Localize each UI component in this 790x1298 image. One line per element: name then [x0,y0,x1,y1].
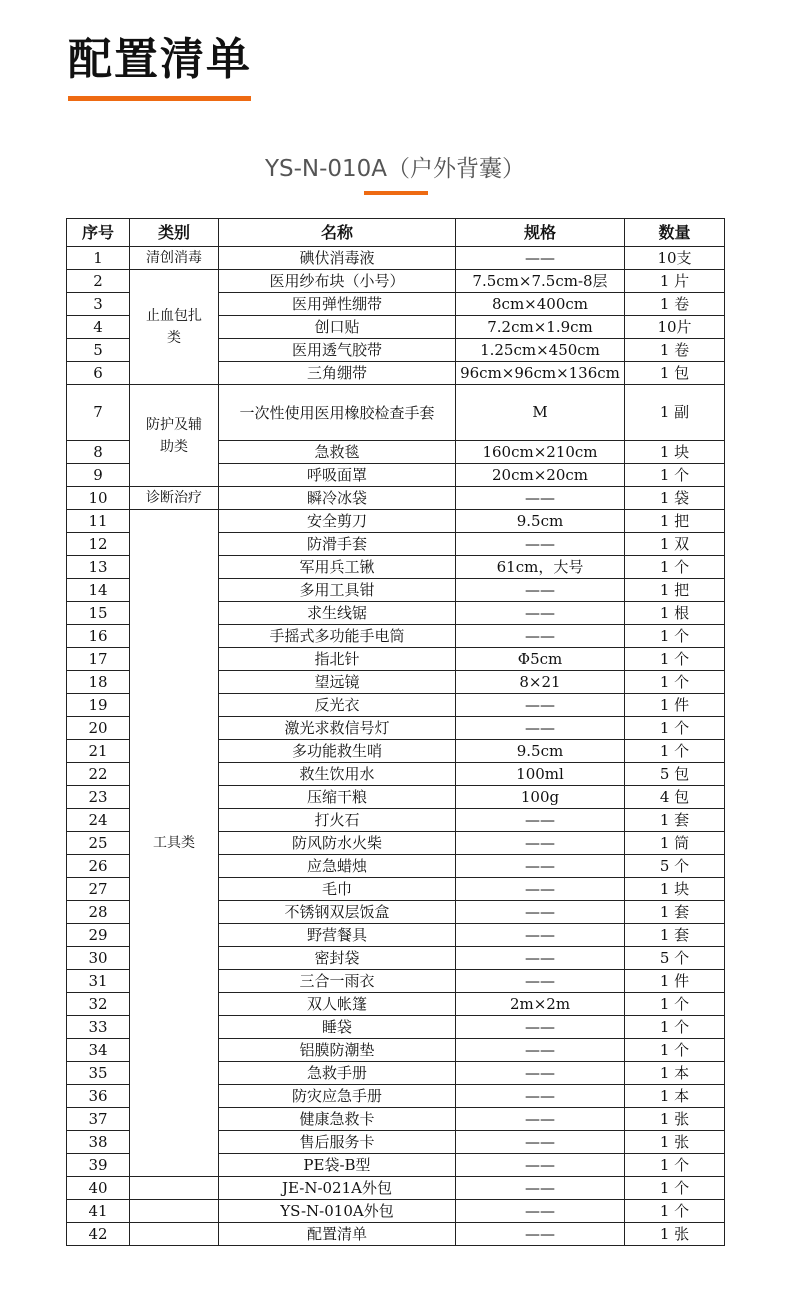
item-name: 创口贴 [219,316,456,339]
row-number: 7 [67,385,130,441]
item-name: 应急蜡烛 [219,855,456,878]
item-spec: —— [456,970,625,993]
row-number: 19 [67,694,130,717]
item-name: 安全剪刀 [219,510,456,533]
item-spec: —— [456,533,625,556]
item-spec: 7.2cm×1.9cm [456,316,625,339]
row-number: 31 [67,970,130,993]
table-row [67,1177,725,1200]
item-spec: —— [456,1131,625,1154]
category-cell [130,487,219,510]
category-cell [130,1223,219,1246]
category-cell [130,1200,219,1223]
item-name: 医用弹性绷带 [219,293,456,316]
row-number: 17 [67,648,130,671]
category-cell [130,247,219,270]
item-spec: —— [456,1154,625,1177]
item-spec: —— [456,717,625,740]
item-spec: 96cm×96cm×136cm [456,362,625,385]
table-row [67,1223,725,1246]
row-number: 8 [67,441,130,464]
item-quantity: 1 袋 [625,487,725,510]
category-label: 清创消毒 [146,250,202,266]
item-name: 军用兵工锹 [219,556,456,579]
item-quantity: 1 个 [625,625,725,648]
row-number: 26 [67,855,130,878]
header-category: 类别 [130,219,219,247]
item-quantity: 1 件 [625,970,725,993]
item-spec: —— [456,924,625,947]
item-quantity: 1 筒 [625,832,725,855]
item-spec: 61cm，大号 [456,556,625,579]
item-spec: —— [456,1085,625,1108]
subtitle-underline [364,191,428,195]
item-name: 碘伏消毒液 [219,247,456,270]
item-name: 密封袋 [219,947,456,970]
item-quantity: 1 个 [625,556,725,579]
item-spec: —— [456,832,625,855]
item-name: 防风防水火柴 [219,832,456,855]
item-quantity: 5 包 [625,763,725,786]
row-number: 18 [67,671,130,694]
item-spec: —— [456,1200,625,1223]
item-name: 睡袋 [219,1016,456,1039]
item-spec: —— [456,947,625,970]
item-quantity: 1 双 [625,533,725,556]
item-name: 压缩干粮 [219,786,456,809]
item-quantity: 5 个 [625,947,725,970]
item-spec: —— [456,602,625,625]
item-spec: —— [456,625,625,648]
item-quantity: 1 把 [625,510,725,533]
header-quantity: 数量 [625,219,725,247]
table-row [67,247,725,270]
row-number: 29 [67,924,130,947]
item-name: 指北针 [219,648,456,671]
row-number: 28 [67,901,130,924]
item-quantity: 1 个 [625,717,725,740]
item-spec: 20cm×20cm [456,464,625,487]
item-quantity: 1 个 [625,993,725,1016]
item-name: 瞬冷冰袋 [219,487,456,510]
row-number: 42 [67,1223,130,1246]
item-quantity: 1 把 [625,579,725,602]
item-name: 防灾应急手册 [219,1085,456,1108]
item-spec: —— [456,487,625,510]
row-number: 21 [67,740,130,763]
row-number: 11 [67,510,130,533]
item-name: 手摇式多功能手电筒 [219,625,456,648]
item-spec: Φ5cm [456,648,625,671]
row-number: 5 [67,339,130,362]
row-number: 10 [67,487,130,510]
item-name: 野营餐具 [219,924,456,947]
config-table [66,218,725,1246]
item-quantity: 1 卷 [625,339,725,362]
item-quantity: 10片 [625,316,725,339]
row-number: 2 [67,270,130,293]
item-spec: —— [456,1177,625,1200]
category-cell [130,385,219,487]
item-spec: —— [456,1062,625,1085]
row-number: 34 [67,1039,130,1062]
title-underline [68,96,251,101]
item-spec: —— [456,247,625,270]
row-number: 23 [67,786,130,809]
category-cell [130,270,219,385]
item-name: 一次性使用医用橡胶检查手套 [219,385,456,441]
item-quantity: 1 套 [625,924,725,947]
category-cell [130,510,219,1177]
item-quantity: 1 件 [625,694,725,717]
item-quantity: 1 卷 [625,293,725,316]
item-quantity: 1 个 [625,1177,725,1200]
item-spec: 100g [456,786,625,809]
item-name: 急救毯 [219,441,456,464]
row-number: 16 [67,625,130,648]
item-name: 三角绷带 [219,362,456,385]
item-quantity: 1 个 [625,1154,725,1177]
item-spec: —— [456,1039,625,1062]
row-number: 1 [67,247,130,270]
item-spec: —— [456,1223,625,1246]
row-number: 24 [67,809,130,832]
item-name: JE-N-021A外包 [219,1177,456,1200]
item-quantity: 1 张 [625,1131,725,1154]
row-number: 40 [67,1177,130,1200]
item-quantity: 1 个 [625,464,725,487]
row-number: 6 [67,362,130,385]
item-name: 急救手册 [219,1062,456,1085]
row-number: 22 [67,763,130,786]
item-quantity: 1 本 [625,1085,725,1108]
row-number: 3 [67,293,130,316]
row-number: 33 [67,1016,130,1039]
item-quantity: 1 包 [625,362,725,385]
item-spec: 8cm×400cm [456,293,625,316]
item-quantity: 5 个 [625,855,725,878]
item-quantity: 1 副 [625,385,725,441]
item-quantity: 1 套 [625,901,725,924]
item-quantity: 1 个 [625,671,725,694]
category-label: 止血包扎类 [146,308,202,346]
item-name: 三合一雨衣 [219,970,456,993]
item-quantity: 1 张 [625,1108,725,1131]
item-quantity: 1 片 [625,270,725,293]
item-name: 多用工具钳 [219,579,456,602]
item-quantity: 1 本 [625,1062,725,1085]
item-name: 健康急救卡 [219,1108,456,1131]
row-number: 13 [67,556,130,579]
item-name: YS-N-010A外包 [219,1200,456,1223]
item-quantity: 1 个 [625,1016,725,1039]
item-name: 售后服务卡 [219,1131,456,1154]
item-name: 反光衣 [219,694,456,717]
item-name: 救生饮用水 [219,763,456,786]
category-label: 防护及辅助类 [146,416,202,455]
item-spec: —— [456,878,625,901]
item-spec: 1.25cm×450cm [456,339,625,362]
row-number: 20 [67,717,130,740]
row-number: 38 [67,1131,130,1154]
item-spec: 7.5cm×7.5cm-8层 [456,270,625,293]
item-spec: —— [456,809,625,832]
row-number: 35 [67,1062,130,1085]
row-number: 30 [67,947,130,970]
page-subtitle: YS-N-010A（户外背囊） [264,156,526,182]
row-number: 9 [67,464,130,487]
header-name: 名称 [219,219,456,247]
table-row [67,385,725,441]
row-number: 41 [67,1200,130,1223]
item-quantity: 10支 [625,247,725,270]
table-row [67,270,725,293]
item-name: 医用纱布块（小号） [219,270,456,293]
item-name: 打火石 [219,809,456,832]
row-number: 14 [67,579,130,602]
row-number: 37 [67,1108,130,1131]
table-row [67,1200,725,1223]
item-spec: 9.5cm [456,740,625,763]
header-no: 序号 [67,219,130,247]
item-name: 激光求救信号灯 [219,717,456,740]
row-number: 4 [67,316,130,339]
item-quantity: 1 个 [625,740,725,763]
item-name: 望远镜 [219,671,456,694]
item-name: 医用透气胶带 [219,339,456,362]
item-quantity: 1 个 [625,1200,725,1223]
item-name: 双人帐篷 [219,993,456,1016]
item-spec: 8×21 [456,671,625,694]
item-name: 不锈钢双层饭盒 [219,901,456,924]
item-spec: —— [456,694,625,717]
item-spec: 2m×2m [456,993,625,1016]
table-header-row [67,219,725,247]
item-spec: —— [456,855,625,878]
item-spec: M [456,385,625,441]
item-name: 防滑手套 [219,533,456,556]
item-name: 多功能救生哨 [219,740,456,763]
item-spec: —— [456,1016,625,1039]
row-number: 39 [67,1154,130,1177]
page-title: 配置清单 [68,34,252,85]
item-quantity: 1 根 [625,602,725,625]
row-number: 27 [67,878,130,901]
item-quantity: 1 张 [625,1223,725,1246]
row-number: 12 [67,533,130,556]
header-spec: 规格 [456,219,625,247]
item-spec: 160cm×210cm [456,441,625,464]
item-spec: —— [456,579,625,602]
item-quantity: 1 个 [625,648,725,671]
table-row [67,487,725,510]
item-quantity: 1 块 [625,878,725,901]
row-number: 32 [67,993,130,1016]
table-row [67,510,725,533]
item-quantity: 1 个 [625,1039,725,1062]
item-name: 毛巾 [219,878,456,901]
row-number: 36 [67,1085,130,1108]
item-name: 求生线锯 [219,602,456,625]
row-number: 15 [67,602,130,625]
category-label: 工具类 [153,835,195,851]
item-quantity: 1 块 [625,441,725,464]
item-spec: —— [456,1108,625,1131]
item-name: 配置清单 [219,1223,456,1246]
item-quantity: 4 包 [625,786,725,809]
item-name: 呼吸面罩 [219,464,456,487]
item-name: 铝膜防潮垫 [219,1039,456,1062]
item-spec: 9.5cm [456,510,625,533]
item-name: PE袋-B型 [219,1154,456,1177]
item-spec: 100ml [456,763,625,786]
category-label: 诊断治疗 [146,490,202,506]
row-number: 25 [67,832,130,855]
table-body [67,247,725,1246]
category-cell [130,1177,219,1200]
item-quantity: 1 套 [625,809,725,832]
item-spec: —— [456,901,625,924]
